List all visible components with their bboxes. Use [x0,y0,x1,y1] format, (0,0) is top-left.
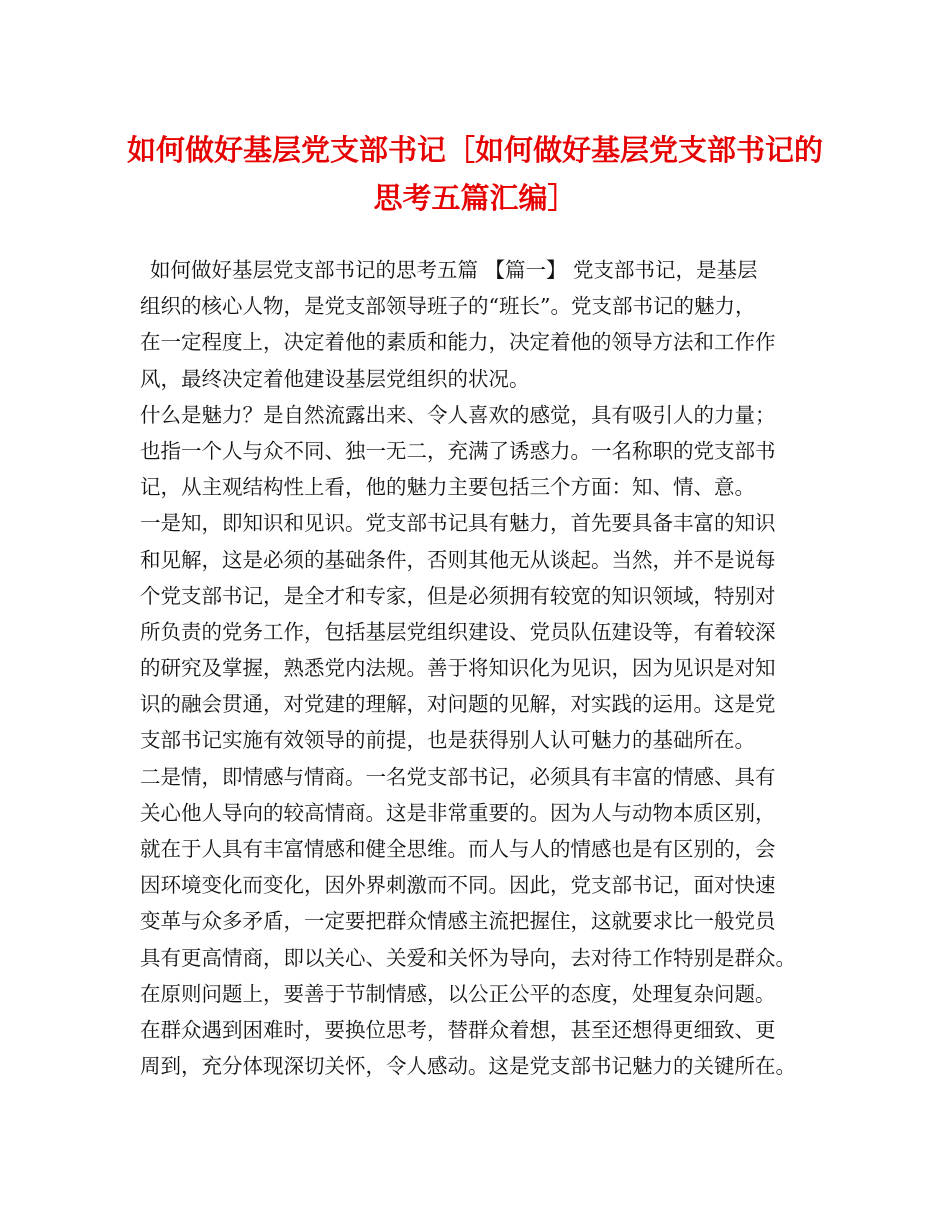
body-line: 的研究及掌握，熟悉党内法规。善于将知识化为见识，因为见识是对知 [140,656,776,681]
body-line: 具有更高情商，即以关心、关爱和关怀为导向，去对待工作特别是群众。 [140,945,796,970]
body-line: 在一定程度上，决定着他的素质和能力，决定着他的领导方法和工作作 [140,330,776,355]
body-line: 也指一个人与众不同、独一无二，充满了诱惑力。一名称职的党支部书 [140,438,776,463]
body-line: 一是知，即知识和见识。党支部书记具有魅力，首先要具备丰富的知识 [140,511,776,536]
body-line: 关心他人导向的较高情商。这是非常重要的。因为人与动物本质区别， [140,800,776,825]
body-line: 记，从主观结构性上看，他的魅力主要包括三个方面：知、情、意。 [140,475,755,500]
body-line: 和见解，这是必须的基础条件，否则其他无从谈起。当然，并不是说每 [140,547,776,572]
body-line: 风，最终决定着他建设基层党组织的状况。 [140,366,530,391]
body-line: 因环境变化而变化，因外界刺激而不同。因此，党支部书记，面对快速 [140,873,776,898]
body-line: 组织的核心人物，是党支部领导班子的“班长”。党支部书记的魅力， [140,294,756,319]
body-line: 支部书记实施有效领导的前提，也是获得别人认可魅力的基础所在。 [140,728,755,753]
body-line: 就在于人具有丰富情感和健全思维。而人与人的情感也是有区别的，会 [140,837,776,861]
body-line: 在群众遇到困难时，要换位思考，替群众着想，甚至还想得更细致、更 [140,1017,776,1042]
document-title-line-1: 如何做好基层党支部书记［如何做好基层党支部书记的 [126,133,823,167]
body-line: 识的融会贯通，对党建的理解，对问题的见解，对实践的运用。这是党 [140,692,776,717]
document-title-line-2: 思考五篇汇编］ [373,181,577,215]
body-line: 什么是魅力？是自然流露出来、令人喜欢的感觉，具有吸引人的力量； [140,402,776,427]
body-line: 周到，充分体现深切关怀，令人感动。这是党支部书记魅力的关键所在。 [140,1054,796,1079]
body-line: 变革与众多矛盾，一定要把群众情感主流把握住，这就要求比一般党员 [140,909,776,934]
document-body [140,252,840,1084]
body-line: 如何做好基层党支部书记的思考五篇 【篇一】 党支部书记，是基层 [150,258,758,282]
body-line: 二是情，即情感与情商。一名党支部书记，必须具有丰富的情感、具有 [140,764,776,789]
body-line: 在原则问题上，要善于节制情感，以公正公平的态度，处理复杂问题。 [140,981,776,1006]
body-line: 个党支部书记，是全才和专家，但是必须拥有较宽的知识领域，特别对 [140,583,776,608]
body-line: 所负责的党务工作，包括基层党组织建设、党员队伍建设等，有着较深 [140,619,776,644]
